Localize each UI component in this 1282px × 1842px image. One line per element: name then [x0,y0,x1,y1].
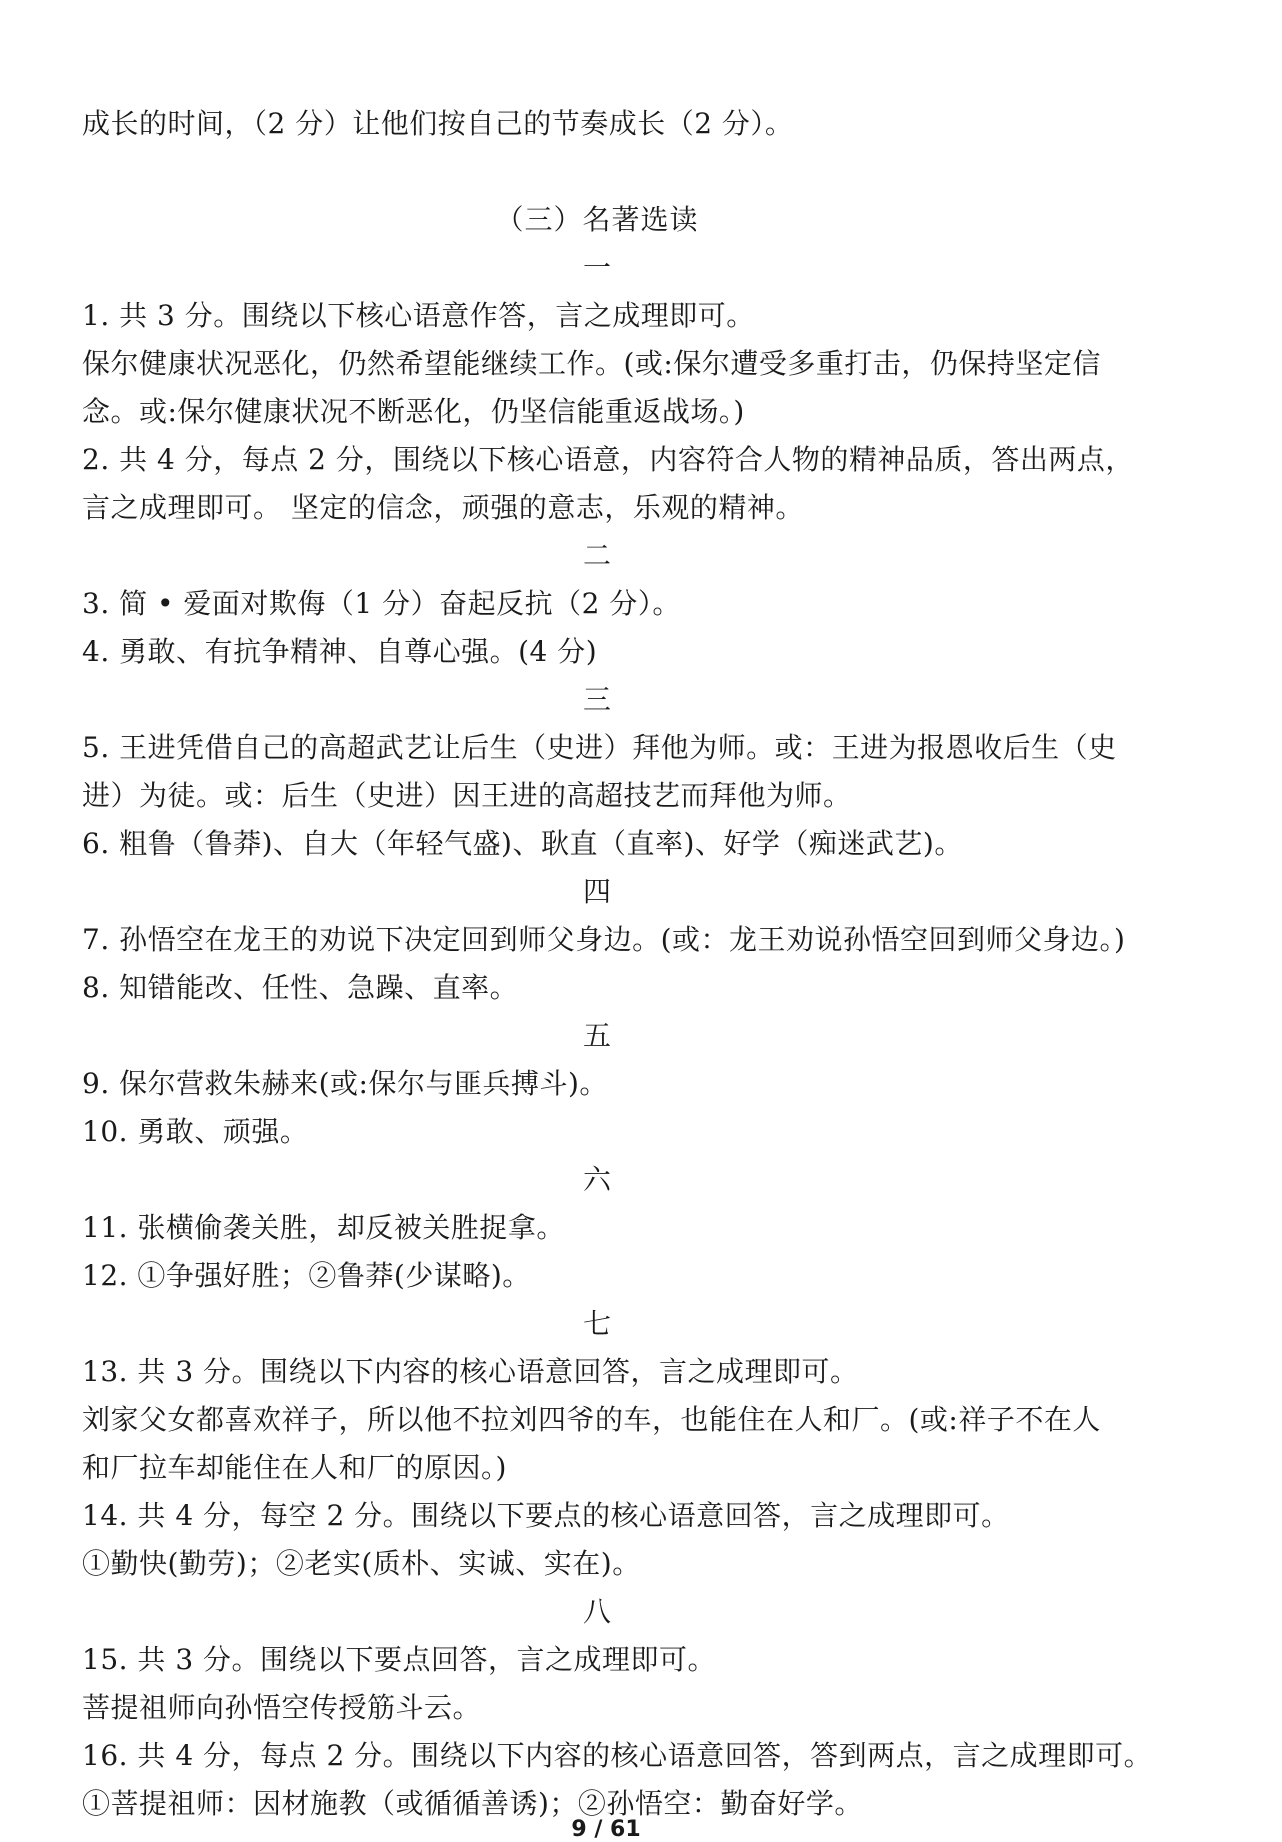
answer-line: 2. 共 4 分，每点 2 分，围绕以下核心语意，内容符合人物的精神品质，答出两点， [82,443,1134,476]
answer-line: 7. 孙悟空在龙王的劝说下决定回到师父身边。(或：龙王劝说孙悟空回到师父身边。) [82,923,1126,956]
answer-line: 刘家父女都喜欢祥子，所以他不拉刘四爷的车，也能住在人和厂。(或:祥子不在人 [82,1403,1101,1436]
group-heading-4: 四 [582,875,611,908]
answer-line: 14. 共 4 分，每空 2 分。围绕以下要点的核心语意回答，言之成理即可。 [82,1499,1010,1532]
answer-line: 3. 简 • 爱面对欺侮（1 分）奋起反抗（2 分）。 [82,587,681,620]
answer-content [82,100,1232,1828]
answer-line: 菩提祖师向孙悟空传授筋斗云。 [82,1691,482,1724]
answer-line: 保尔健康状况恶化，仍然希望能继续工作。(或:保尔遭受多重打击，仍保持坚定信 [82,347,1101,380]
answer-line: 念。或:保尔健康状况不断恶化，仍坚信能重返战场。) [82,395,745,428]
group-heading-3: 三 [582,683,611,716]
answer-line: 5. 王进凭借自己的高超武艺让后生（史进）拜他为师。或：王进为报恩收后生（史 [82,731,1117,764]
answer-line: 进）为徒。或：后生（史进）因王进的高超技艺而拜他为师。 [82,779,852,812]
group-heading-8: 八 [582,1595,611,1628]
answer-line: 4. 勇敢、有抗争精神、自尊心强。(4 分) [82,635,598,668]
page-number: 9 / 61 [571,1817,641,1842]
group-heading-1: 一 [582,251,611,284]
group-heading-5: 五 [582,1019,611,1052]
group-heading-7: 七 [582,1307,611,1340]
answer-line: ①勤快(勤劳)；②老实(质朴、实诚、实在)。 [82,1547,641,1580]
answer-line: 9. 保尔营救朱赫来(或:保尔与匪兵搏斗)。 [82,1067,608,1100]
answer-line: 1. 共 3 分。围绕以下核心语意作答，言之成理即可。 [82,299,755,332]
answer-line: 13. 共 3 分。围绕以下内容的核心语意回答，言之成理即可。 [82,1355,859,1388]
answer-line: 15. 共 3 分。围绕以下要点回答，言之成理即可。 [82,1643,717,1676]
answer-line: 12. ①争强好胜；②鲁莽(少谋略)。 [82,1259,531,1292]
answer-line: 8. 知错能改、任性、急躁、直率。 [82,971,519,1004]
spacer [82,148,1232,196]
group-heading-6: 六 [582,1163,611,1196]
answer-line: 言之成理即可。 坚定的信念，顽强的意志，乐观的精神。 [82,491,804,524]
section-title: （三）名著选读 [495,203,699,236]
group-heading-2: 二 [582,539,611,572]
answer-line: ①菩提祖师：因材施教（或循循善诱)；②孙悟空：勤奋好学。 [82,1787,863,1820]
answer-line: 16. 共 4 分，每点 2 分。围绕以下内容的核心语意回答，答到两点，言之成理即可。 [82,1739,1153,1772]
answer-line: 和厂拉车却能住在人和厂的原因。) [82,1451,507,1484]
intro-line: 成长的时间，（2 分）让他们按自己的节奏成长（2 分）。 [82,107,794,140]
answer-line: 11. 张横偷袭关胜，却反被关胜捉拿。 [82,1211,565,1244]
answer-line: 6. 粗鲁（鲁莽)、自大（年轻气盛)、耿直（直率)、好学（痴迷武艺)。 [82,827,963,860]
answer-line: 10. 勇敢、顽强。 [82,1115,309,1148]
